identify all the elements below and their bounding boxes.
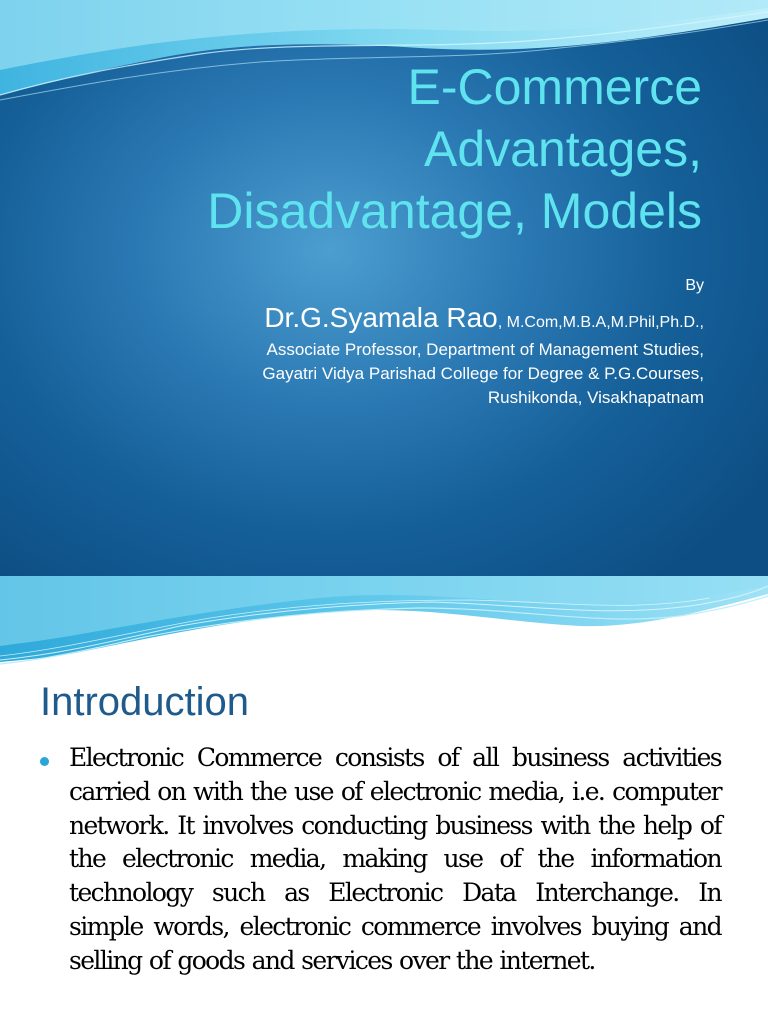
affiliation-line-3: Rushikonda, Visakhapatnam	[487, 388, 704, 407]
author-name: Dr.G.Syamala Rao	[264, 302, 498, 333]
section-heading: Introduction	[40, 680, 250, 724]
slide2-wave-decoration	[0, 576, 768, 686]
bullet-paragraph: Electronic Commerce consists of all business activities carried on with the use of electronic media, i.e. computer network. It involves conducting business with the help of the electronic media, making use of the information technology such as Electronic Data Interchange. In simple words, electronic commerce involves buying and selling of goods and services over the internet.	[69, 743, 721, 975]
bullet-dot-icon	[40, 757, 49, 766]
introduction-slide	[0, 576, 768, 1024]
affiliation-line-1: Associate Professor, Department of Management Studies,	[266, 340, 704, 359]
title-line-1: E-Commerce	[407, 59, 702, 115]
by-label: By	[685, 277, 704, 294]
author-qualifications: , M.Com,M.B.A,M.Phil,Ph.D.,	[497, 314, 704, 331]
author-line	[264, 302, 704, 334]
slide-title	[42, 56, 702, 242]
title-line-2: Advantages,	[424, 121, 702, 177]
affiliation-line-2: Gayatri Vidya Parishad College for Degree & P.G.Courses,	[262, 364, 704, 383]
title-line-3: Disadvantage, Models	[207, 183, 702, 239]
